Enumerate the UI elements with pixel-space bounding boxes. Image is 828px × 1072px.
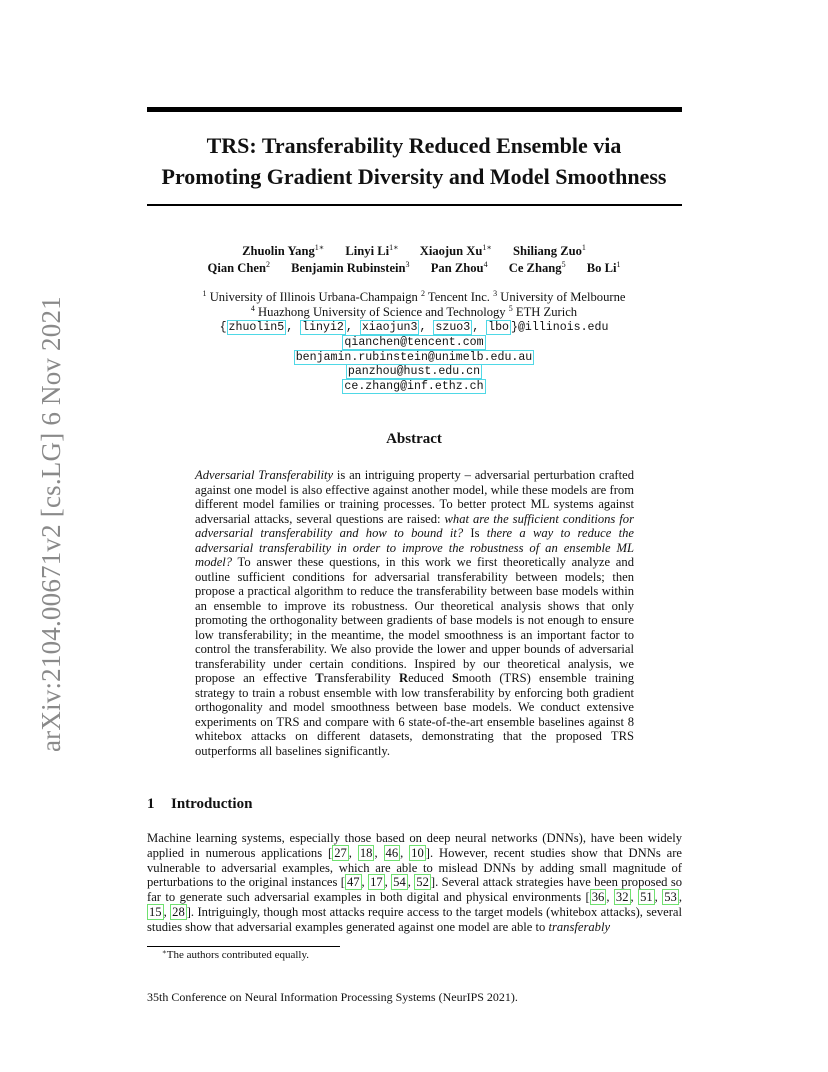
email-link[interactable]: szuo3 [435, 321, 471, 334]
section-number: 1 [147, 796, 155, 812]
author: Bo Li$^1$ [586, 260, 621, 275]
introduction-body: Machine learning systems, especially those based on deep neural networks (DNNs), have been widely applied in numerous applications [ 27 , 18 , 46 , 10 ]. However, recent studies show that DNNs are vulnerable to adversarial examples, which are able to mislead DNNs by adding small magnitude of perturbations to the original instances [ 47 , 17 , 54 , 52 ]. Several attack strategies have been proposed so far to generate such adversarial examples in both digital and physical environments [ 36 , 32 , 51 , 53 , 15 , 28 ]. Intriguingly, though most attacks require access to the target models (whitebox attacks), several studies show that adversarial examples generated against one model are able to transferably [147, 831, 683, 934]
citation-link[interactable]: 52 [416, 875, 429, 890]
email-link[interactable]: xiaojun3 [361, 321, 418, 334]
email-group-illinois: { zhuolin5 , linyi2 , xiaojun3 , szuo3 , lbo }@illinois.edu [219, 321, 609, 334]
citation-link[interactable]: 54 [393, 875, 406, 890]
author-list-row-2 [100, 259, 728, 277]
author-list-row-1 [100, 242, 728, 260]
author: Xiaojun $Xu^{1∗}$ [419, 243, 492, 258]
abstract-heading: Abstract [386, 431, 442, 447]
citation-link[interactable]: 47 [346, 875, 360, 890]
author: Ce Zhang$^5$ [508, 260, 566, 275]
title-rule-top [147, 107, 682, 112]
citation-link[interactable]: 36 [591, 890, 605, 905]
affiliations-line-1: $^1$ University of Illinois Urbana-Champaign $^2$ Tencent Inc. $^3$ University of Melbourne [202, 289, 626, 304]
email-link[interactable]: lbo [488, 321, 509, 334]
email-link[interactable]: benjamin.rubinstein@unimelb.edu.au [295, 351, 533, 364]
email-row [100, 364, 728, 379]
footnote: ∗The authors contributed equally. [162, 948, 310, 961]
footnote-rule [147, 946, 340, 947]
citation-link[interactable]: 15 [149, 904, 162, 919]
title-line-2: Promoting Gradient Diversity and Model Smoothness [161, 164, 667, 189]
citation-link[interactable]: 17 [370, 875, 383, 890]
author: Pan Zhou$^4$ [430, 260, 488, 275]
citation-link[interactable]: 51 [640, 890, 653, 905]
citation-link[interactable]: 27 [334, 845, 347, 860]
email-row [100, 379, 728, 394]
citation-link[interactable]: 53 [664, 890, 677, 905]
title-rule-bottom [147, 204, 682, 206]
author: Benjamin Rubinstein$^3$ [291, 260, 410, 275]
email-link[interactable]: zhuolin5 [228, 321, 285, 334]
email-link[interactable]: linyi2 [302, 321, 344, 334]
citation-link[interactable]: 18 [359, 845, 373, 860]
section-heading-introduction [147, 796, 252, 813]
conference-note: 35th Conference on Neural Information Processing Systems (NeurIPS 2021). [147, 990, 518, 1004]
citation-link[interactable]: 32 [615, 890, 629, 905]
citation-link[interactable]: 10 [411, 845, 424, 860]
section-title: Introduction [171, 796, 253, 812]
author: Linyi $Li^{1∗}$ [345, 243, 399, 258]
citation-link[interactable]: 46 [385, 845, 399, 860]
email-link[interactable]: ce.zhang@inf.ethz.ch [344, 380, 484, 393]
email-link[interactable]: qianchen@tencent.com [344, 336, 484, 349]
arxiv-stamp: arXiv:2104.00671v2 [cs.LG] 6 Nov 2021 [36, 296, 66, 752]
citation-link[interactable]: 28 [172, 904, 185, 919]
email-link[interactable]: panzhou@hust.edu.cn [347, 365, 481, 378]
author: Qian Chen$^2$ [207, 260, 270, 275]
email-row [100, 335, 728, 350]
email-row [100, 350, 728, 365]
abstract-body: Adversarial Transferability is an intriguing property – adversarial perturbation crafted against one model is also effective against another model, while these models are from different model families or training processes. To better protect ML systems against adversarial attacks, several questions are raised: what are the sufficient conditions for adversarial transferability and how to bound it? Is there a way to reduce the adversarial transferability in order to improve the robustness of an ensemble ML model? To answer these questions, in this work we first theoretically analyze and outline sufficient conditions for adversarial transferability between models; then propose a practical algorithm to reduce the transferability between base models within an ensemble to improve its robustness. Our theoretical analysis shows that only promoting the orthogonality between gradients of base models is not enough to ensure low transferability; in the meantime, the model smoothness is an important factor to control the transferability. We also provide the lower and upper bounds of adversarial transferability under certain conditions. Inspired by our theoretical analysis, we propose an effective Transferability Reduced Smooth (TRS) ensemble training strategy to train a robust ensemble with low transferability by enforcing both gradient orthogonality and model smoothness between base models. We conduct extensive experiments on TRS and compare with 6 state-of-the-art ensemble baselines against 8 whitebox attacks on different datasets, demonstrating that the proposed TRS outperforms all baselines significantly. [195, 468, 634, 758]
paper-title [100, 130, 728, 192]
author: Shiliang Zuo$^1$ [512, 243, 586, 258]
author: Zhuolin Yang$^{1∗}$ [242, 243, 325, 258]
title-line-1: TRS: Transferability Reduced Ensemble via [206, 133, 622, 158]
affiliations-line-2: $^4$ Huazhong University of Science and Technology $^5$ ETH Zurich [250, 304, 578, 319]
